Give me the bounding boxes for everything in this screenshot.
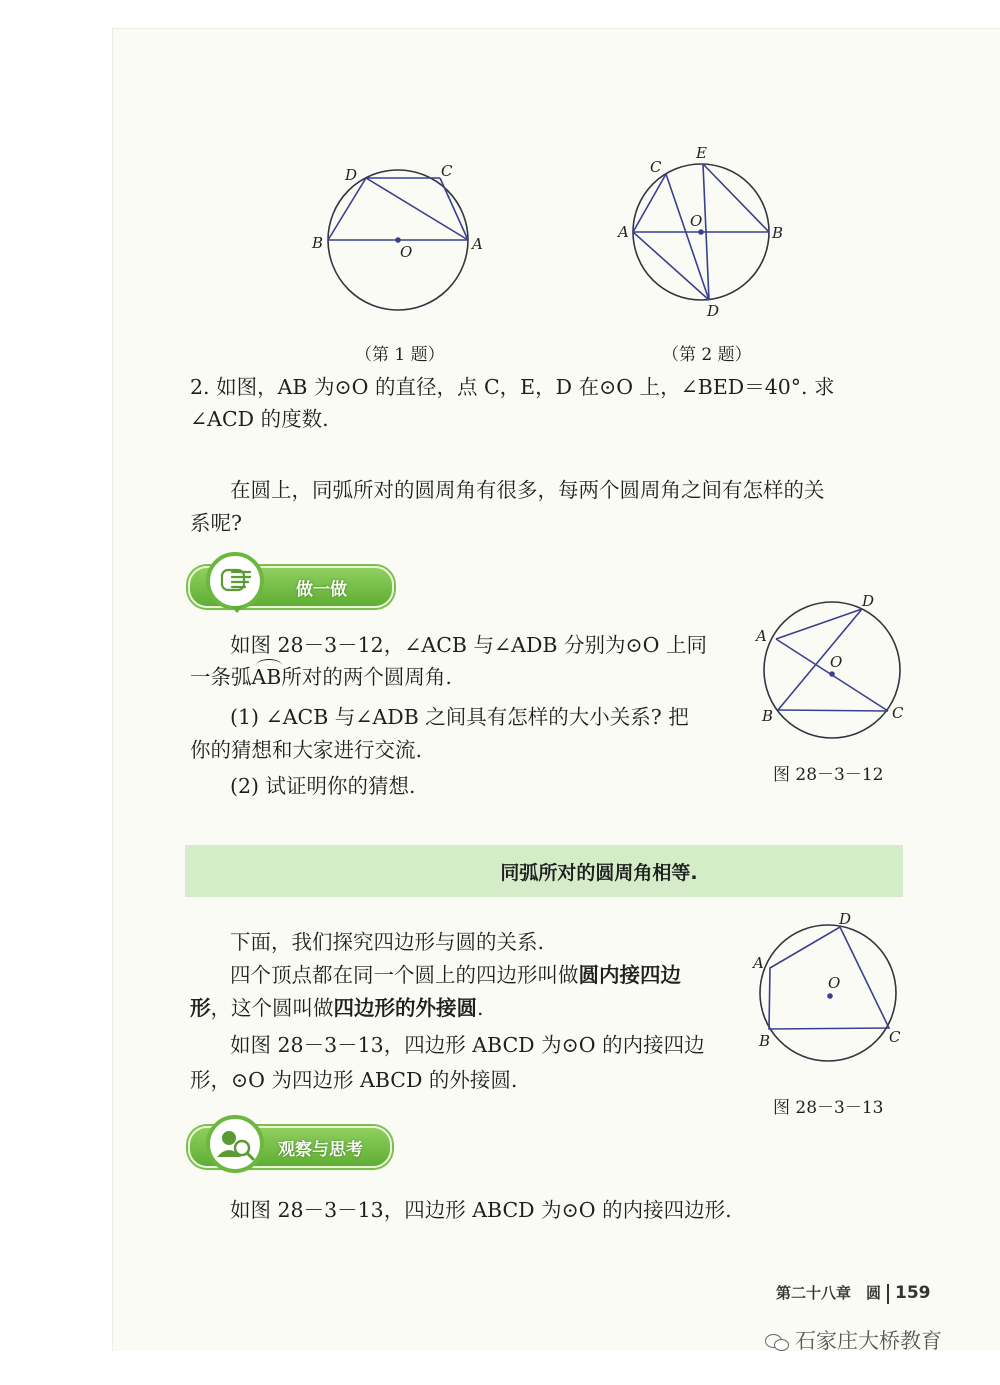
fig1-label-a: A xyxy=(472,235,483,253)
page-number: 159 xyxy=(895,1283,931,1303)
chapter-title: 第二十八章 圆 xyxy=(776,1284,882,1302)
fig2-caption: （第 2 题） xyxy=(662,345,752,365)
fig1-label-b: B xyxy=(312,234,324,252)
page-footer xyxy=(776,1282,931,1304)
definition-text-a: 四个顶点都在同一个圆上的四边形叫做 xyxy=(230,963,579,987)
fig3-label-o: O xyxy=(830,653,843,671)
watermark-text: 石家庄大桥教育 xyxy=(795,1329,942,1353)
fig3-label-d: D xyxy=(862,592,875,610)
fig4-label-o: O xyxy=(828,974,841,992)
example-line-1: 如图 28－3－13，四边形 ABCD 为⊙O 的内接四边 xyxy=(230,1033,705,1057)
fig2-label-o: O xyxy=(690,212,703,230)
fig3-caption: 图 28－3－12 xyxy=(773,765,884,785)
figure-28-3-13 xyxy=(750,905,920,1075)
fig1-label-o: O xyxy=(400,243,413,261)
definition-term-circumcircle: 四边形的外接圆 xyxy=(333,996,477,1020)
theorem-text: 同弧所对的圆周角相等. xyxy=(500,862,698,884)
fig2-label-b: B xyxy=(772,224,784,242)
definition-term-inscribed: 圆内接四边 xyxy=(578,963,681,987)
activity-try-question-1b: 你的猜想和大家进行交流. xyxy=(190,738,423,762)
activity-observe-label: 观察与思考 xyxy=(278,1140,363,1160)
fig1-caption: （第 1 题） xyxy=(355,345,445,365)
fig1-label-c: C xyxy=(441,162,453,180)
theorem-banner xyxy=(185,845,903,897)
fig2-label-a: A xyxy=(618,223,629,241)
section-line-1: 下面，我们探究四边形与圆的关系. xyxy=(230,930,545,954)
down-triangle-icon xyxy=(231,606,243,613)
hand-icon xyxy=(206,552,264,610)
fig4-label-c: C xyxy=(889,1028,901,1046)
activity-try-label: 做一做 xyxy=(296,580,347,600)
fig4-label-b: B xyxy=(759,1032,771,1050)
definition-line-2 xyxy=(190,991,484,1025)
fig4-caption: 图 28－3－13 xyxy=(773,1098,884,1118)
definition-text-d: ，这个圆叫做 xyxy=(210,996,334,1020)
activity-try-question-2: (2) 试证明你的猜想. xyxy=(230,774,416,798)
activity-try-line-1: 如图 28－3－12，∠ACB 与∠ADB 分别为⊙O 上同 xyxy=(230,633,707,657)
activity-try-question-1a: (1) ∠ACB 与∠ADB 之间具有怎样的大小关系? 把 xyxy=(230,705,689,729)
intro-line-2: 系呢? xyxy=(190,511,242,535)
activity-try-line-2: 一条弧AB所对的两个圆周角. xyxy=(190,665,452,689)
arc-mark xyxy=(256,659,282,672)
fig3-label-b: B xyxy=(762,707,774,725)
problem-2-line-2: ∠ACD 的度数. xyxy=(190,407,329,431)
fig4-label-d: D xyxy=(839,910,852,928)
intro-line-1: 在圆上，同弧所对的圆周角有很多，每两个圆周角之间有怎样的关 xyxy=(230,478,825,502)
fig1-label-d: D xyxy=(345,166,358,184)
problem-2-line-1: 2. 如图，AB 为⊙O 的直径，点 C，E，D 在⊙O 上，∠BED＝40°. 求 xyxy=(190,375,835,399)
figure-28-3-12 xyxy=(750,590,920,750)
fig2-label-e: E xyxy=(696,144,707,162)
fig3-label-a: A xyxy=(756,627,767,645)
figure-1 xyxy=(300,160,500,320)
example-line-2: 形，⊙O 为四边形 ABCD 的外接圆. xyxy=(190,1068,518,1092)
fig2-label-c: C xyxy=(650,158,662,176)
watermark xyxy=(765,1325,942,1355)
fig4-label-a: A xyxy=(753,954,764,972)
wechat-icon xyxy=(765,1332,789,1350)
figure-2 xyxy=(610,140,810,320)
definition-line-1 xyxy=(230,958,681,992)
fig3-label-c: C xyxy=(892,704,904,722)
activity-observe-line-1: 如图 28－3－13，四边形 ABCD 为⊙O 的内接四边形. xyxy=(230,1198,732,1222)
definition-text-f: . xyxy=(477,996,484,1020)
magnifier-person-icon xyxy=(206,1115,264,1173)
fig2-label-d: D xyxy=(707,302,720,320)
definition-term-tail: 形 xyxy=(190,996,211,1020)
footer-divider xyxy=(887,1284,889,1304)
